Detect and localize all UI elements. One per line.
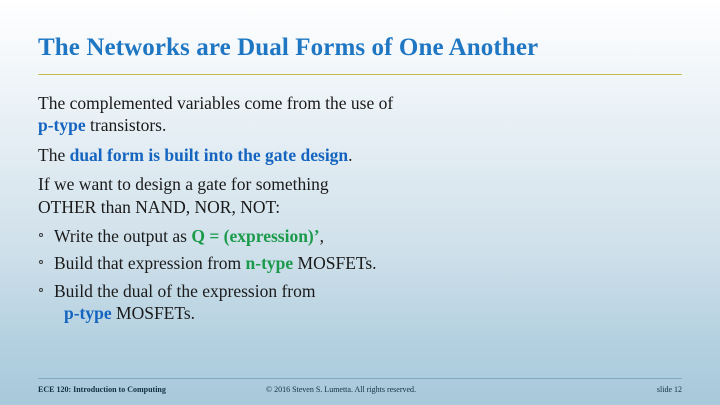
paragraph-3-line-2: OTHER than NAND, NOR, NOT: xyxy=(38,196,281,217)
slide-number: slide 12 xyxy=(656,385,682,394)
paragraph-1-line-2-tail: transistors. xyxy=(85,115,167,136)
paragraph-3 xyxy=(38,173,686,218)
paragraph-3-line-1: If we want to design a gate for something xyxy=(38,174,329,195)
list-item-lead: Build that expression from xyxy=(54,253,246,274)
title-divider xyxy=(38,74,682,75)
list-item xyxy=(38,280,686,325)
list-item-highlight: Q = (expression)’ xyxy=(191,225,320,246)
list-item xyxy=(38,225,686,247)
footer-divider xyxy=(38,378,682,379)
list-item xyxy=(38,252,686,274)
footer-course-label: ECE 120: Introduction to Computing xyxy=(38,385,166,394)
bullet-list xyxy=(38,225,686,325)
paragraph-1-line-1: The complemented variables come from the use of xyxy=(38,93,394,113)
paragraph-2 xyxy=(38,144,686,166)
footer-copyright: © 2016 Steven S. Lumetta. All rights reserved. xyxy=(266,385,417,394)
list-item-highlight: n-type xyxy=(245,253,294,274)
paragraph-2-lead: The xyxy=(38,144,70,165)
list-item-tail: MOSFETs. xyxy=(293,253,377,274)
bullet-dot-icon xyxy=(39,260,43,264)
paragraph-1-line-2 xyxy=(38,114,686,136)
slide-body xyxy=(38,92,686,330)
bullet-dot-icon xyxy=(39,288,43,292)
term-p-type-1: p-type xyxy=(38,115,86,136)
bullet-dot-icon xyxy=(39,233,43,237)
list-item-highlight: p-type xyxy=(64,303,112,324)
page-title: The Networks are Dual Forms of One Another xyxy=(38,34,539,61)
phrase-dual-form: dual form is built into the gate design xyxy=(69,144,349,165)
paragraph-2-tail: . xyxy=(348,144,353,165)
list-item-tail: MOSFETs. xyxy=(111,303,196,324)
list-item-lead: Write the output as xyxy=(54,225,192,246)
list-item-lead: Build the dual of the expression from xyxy=(54,280,316,301)
list-item-continuation xyxy=(54,302,686,324)
paragraph-1 xyxy=(38,92,686,137)
list-item-tail: , xyxy=(319,225,324,246)
